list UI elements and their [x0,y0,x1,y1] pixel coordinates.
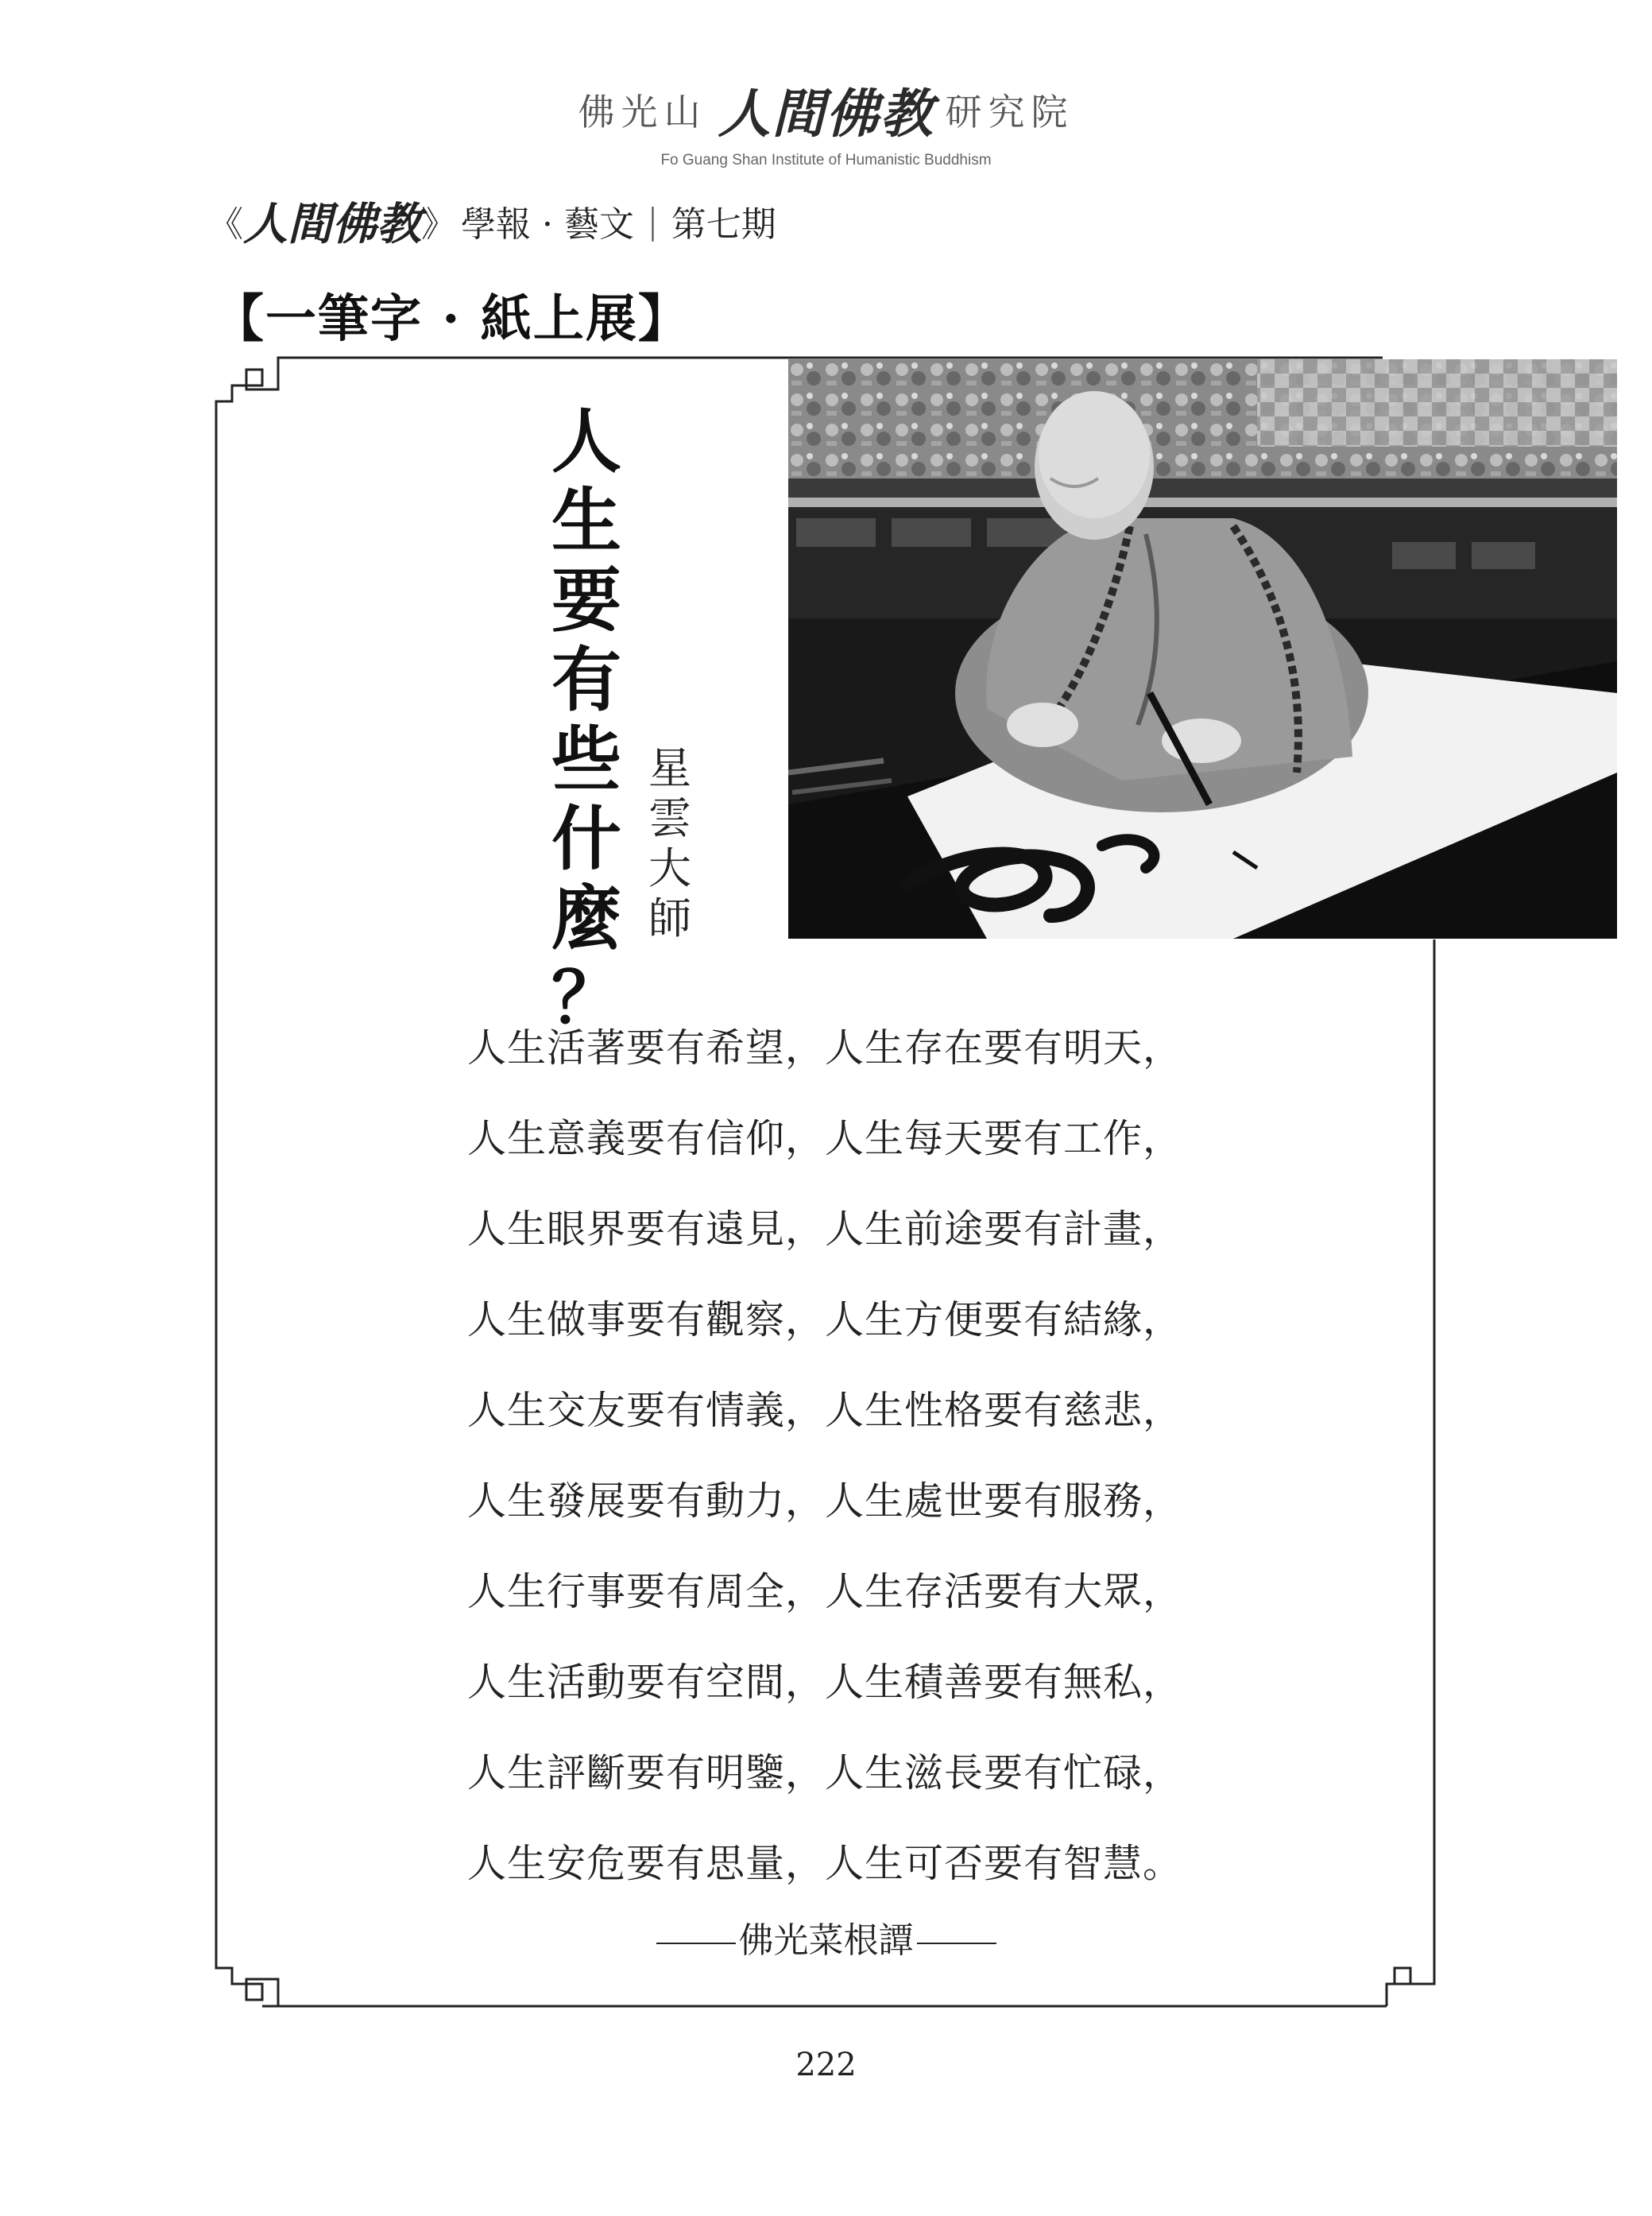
title-char: 什 [551,797,621,880]
poem-line: 人生做事要有觀察，人生方便要有結緣， [467,1297,1183,1342]
title-char: 要 [551,559,621,641]
author-char: 星 [648,743,691,793]
poem-line: 人生安危要有思量，人生可否要有智慧。 [467,1841,1183,1886]
journal-issue: 第七期 [671,204,776,245]
section-title: 【一筆字 · 紙上展】 [213,289,691,349]
institute-name-english: Fo Guang Shan Institute of Humanistic Buddhism [660,152,992,169]
institute-calligraphy-logo: 人間佛教 [718,83,934,145]
title-char: 麼 [551,877,621,959]
master-calligraphy-photo [788,359,1617,939]
source-text: 佛光菜根譚 [738,1920,914,1961]
journal-open-bracket: 《 [208,204,243,245]
poem-line: 人生眼界要有遠見，人生前途要有計畫， [467,1207,1183,1252]
poem-line: 人生活著要有希望，人生存在要有明天， [467,1025,1183,1071]
author-char: 師 [648,893,691,943]
title-char: 人 [551,400,621,482]
poem-line: 人生意義要有信仰，人生每天要有工作， [467,1116,1183,1161]
poem-line: 人生評斷要有明鑒，人生滋長要有忙碌， [467,1750,1183,1796]
journal-calligraphy-title: 人間佛教 [243,198,421,250]
source-dash-left [656,1943,736,1944]
title-char: ？ [551,956,621,1039]
institute-suffix: 研究院 [945,90,1074,134]
poem-source [0,1912,1652,1962]
title-char: 生 [551,479,621,562]
journal-subtitle: 學報 · 藝文 [461,204,634,245]
poem-line: 人生行事要有周全，人生存活要有大眾， [467,1569,1183,1614]
source-dash-right [917,1943,996,1944]
poem-body [467,1003,1182,1909]
author-char: 雲 [648,793,691,843]
poem-line: 人生活動要有空間，人生積善要有無私， [467,1660,1183,1705]
page-number: 222 [795,2047,857,2083]
author-name-vertical [642,743,698,943]
institute-prefix: 佛光山 [578,90,707,134]
journal-close-bracket: 》 [421,204,456,245]
journal-separator: | [646,200,659,242]
title-char: 有 [551,638,621,721]
poem-title-vertical [547,401,626,1037]
author-char: 大 [648,843,691,893]
poem-line: 人生發展要有動力，人生處世要有服務， [467,1478,1183,1524]
title-char: 些 [551,718,621,800]
poem-line: 人生交友要有情義，人生性格要有慈悲， [467,1388,1183,1433]
